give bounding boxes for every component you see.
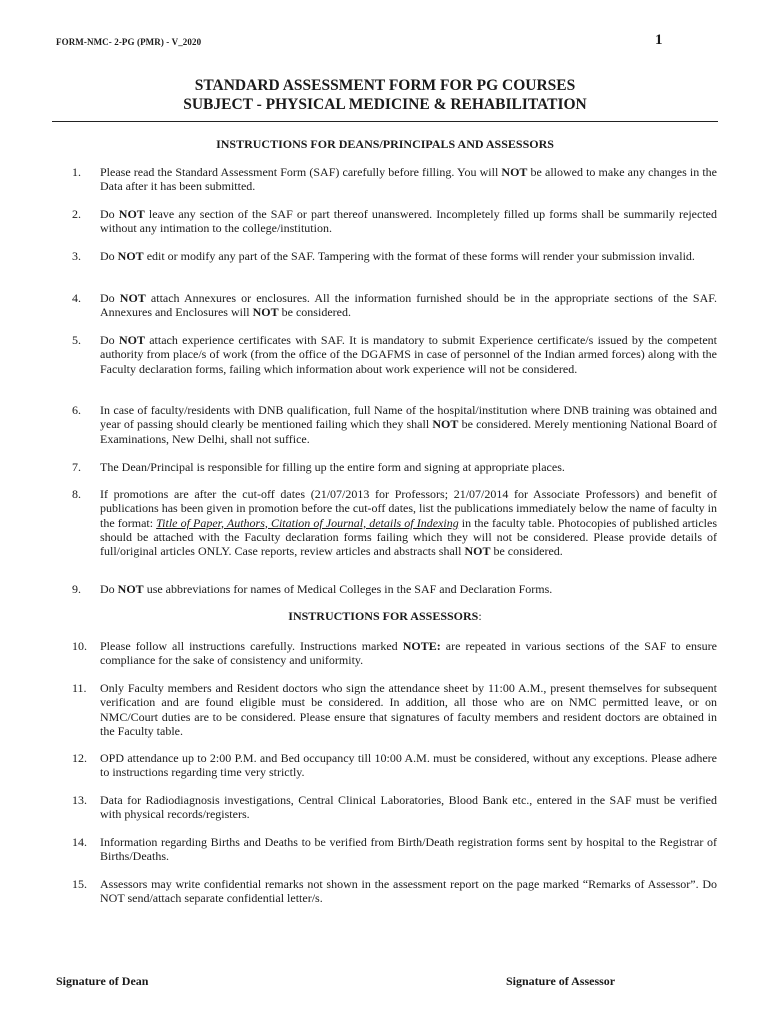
item-number: 5. — [72, 333, 81, 347]
item-text: If promotions are after the cut-off dates (21/07/2013 for Professors; 21/07/2014 for Associate Professors) and benefit of publications has been given in promotion before the cut-off dates, list the publications immediately below the name of faculty in the format: Title of Paper, Authors, Citation of Journal, details of Indexing in the faculty table. Photocopies of published articles should be attached with the Faculty declaration forms failing which they will not be considered. Please provide details of full/original articles ONLY. Case reports, review articles and abstracts shall NOT be considered. — [100, 487, 717, 559]
item-number: 4. — [72, 291, 81, 305]
instruction-item — [72, 835, 717, 864]
instruction-item — [72, 165, 717, 194]
item-number: 1. — [72, 165, 81, 179]
item-text: Do NOT attach experience certificates with SAF. It is mandatory to submit Experience certificate/s issued by the competent authority from place/s of work (from the office of the DGAFMS in case of personnel of the Indian armed forces) along with the Faculty declaration forms, failing which information about work experience will not be considered. — [100, 333, 717, 376]
item-text: Information regarding Births and Deaths to be verified from Birth/Death registration forms sent by hospital to the Registrar of Births/Deaths. — [100, 835, 717, 864]
instruction-item — [72, 333, 717, 376]
instruction-item — [72, 207, 717, 236]
item-number: 13. — [72, 793, 87, 807]
item-number: 9. — [72, 582, 81, 596]
item-text: Do NOT leave any section of the SAF or part thereof unanswered. Incompletely filled up forms shall be summarily rejected without any intimation to the college/institution. — [100, 207, 717, 236]
item-number: 6. — [72, 403, 81, 417]
document-title: STANDARD ASSESSMENT FORM FOR PG COURSES — [194, 77, 576, 94]
section-heading-deans: INSTRUCTIONS FOR DEANS/PRINCIPALS AND ASSESSORS — [216, 137, 554, 151]
instruction-item — [72, 639, 717, 668]
item-text: Do NOT use abbreviations for names of Medical Colleges in the SAF and Declaration Forms. — [100, 582, 553, 596]
item-number: 10. — [72, 639, 87, 653]
instruction-item — [72, 582, 717, 596]
item-number: 12. — [72, 751, 87, 765]
item-text: Data for Radiodiagnosis investigations, Central Clinical Laboratories, Blood Bank etc., entered in the SAF must be verified with physical records/registers. — [100, 793, 717, 822]
instruction-item — [72, 877, 717, 906]
signature-dean-label: Signature of Dean — [56, 974, 149, 988]
item-text: Do NOT edit or modify any part of the SAF. Tampering with the format of these forms will render your submission invalid. — [100, 249, 695, 263]
item-number: 11. — [72, 681, 87, 695]
title-divider — [52, 121, 718, 122]
item-number: 8. — [72, 487, 81, 501]
publication-format: Title of Paper, Authors, Citation of Journal, details of Indexing — [156, 515, 459, 530]
form-code: FORM-NMC- 2-PG (PMR) - V_2020 — [56, 37, 202, 47]
item-text: Please follow all instructions carefully. Instructions marked NOTE: are repeated in various sections of the SAF to ensure compliance for the sake of consistency and uniformity. — [100, 639, 717, 668]
item-number: 3. — [72, 249, 81, 263]
item-number: 7. — [72, 460, 81, 474]
section-heading-assessors: INSTRUCTIONS FOR ASSESSORS: — [288, 609, 482, 623]
instruction-item — [72, 793, 717, 822]
instruction-item — [72, 460, 717, 474]
instruction-item — [72, 249, 717, 263]
item-number: 2. — [72, 207, 81, 221]
item-text: Only Faculty members and Resident doctors who sign the attendance sheet by 11:00 A.M., present themselves for subsequent verification and are found eligible must be considered. In addition, all those who are on NMC permitted leave, or on NMC/Court duties are to be considered. Please ensure that signatures of faculty members and resident doctors are obtained in the Faculty table. — [100, 681, 717, 738]
item-number: 14. — [72, 835, 87, 849]
instruction-item — [72, 681, 717, 738]
item-number: 15. — [72, 877, 87, 891]
instruction-item — [72, 403, 717, 446]
page-number: 1 — [655, 32, 663, 48]
instruction-item — [72, 751, 717, 780]
item-text: Do NOT attach Annexures or enclosures. All the information furnished should be in the appropriate sections of the SAF. Annexures and Enclosures will NOT be considered. — [100, 291, 717, 320]
instruction-item — [72, 291, 717, 320]
item-text: OPD attendance up to 2:00 P.M. and Bed occupancy till 10:00 A.M. must be considered, without any exceptions. Please adhere to instructions regarding time very strictly. — [100, 751, 717, 780]
signature-assessor-label: Signature of Assessor — [506, 974, 616, 988]
instruction-item — [72, 487, 717, 558]
document-subject: SUBJECT - PHYSICAL MEDICINE & REHABILITATION — [183, 96, 587, 113]
item-text: The Dean/Principal is responsible for filling up the entire form and signing at appropriate places. — [100, 460, 565, 474]
item-text: Please read the Standard Assessment Form (SAF) carefully before filling. You will NOT be allowed to make any changes in the Data after it has been submitted. — [100, 165, 717, 194]
item-text: In case of faculty/residents with DNB qualification, full Name of the hospital/institution where DNB training was obtained and year of passing should clearly be mentioned failing which they shall NOT be considered. Merely mentioning National Board of Examinations, New Delhi, shall not suffice. — [100, 403, 718, 446]
item-text: Assessors may write confidential remarks not shown in the assessment report on the page marked “Remarks of Assessor”. Do NOT send/attach separate confidential letter/s. — [100, 877, 717, 906]
